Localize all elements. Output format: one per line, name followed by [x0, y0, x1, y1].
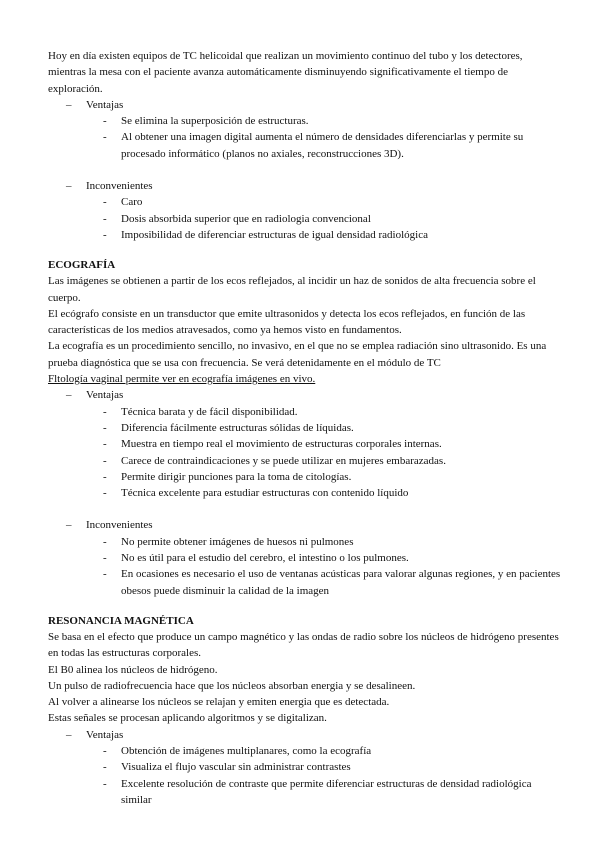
list-item: - Obtención de imágenes multiplanares, como la ecografía	[103, 744, 372, 757]
paragraph: El B0 alinea los núcleos de hidrógeno.	[48, 663, 218, 676]
dash-bullet: –	[66, 98, 72, 111]
eco-inconvenientes-heading	[48, 517, 563, 533]
list-label: Ventajas	[86, 728, 124, 741]
paragraph: Estas señales se procesan aplicando algoritmos y se digitalizan.	[48, 712, 327, 725]
paragraph: Al volver a alinearse los núcleos se relajan y emiten energia que es detectada.	[48, 696, 390, 709]
list-item: - Carece de contraindicaciones y se puede utilizar en mujeres embarazadas.	[103, 454, 446, 467]
list-label: Ventajas	[86, 98, 124, 111]
list-item: - En ocasiones es necesario el uso de ventanas acústicas para valorar algunas regiones, y en pacientes obesos puede disminuir la calidad de la imagen	[103, 568, 561, 597]
list-item: - Excelente resolución de contraste que permite diferenciar estructuras de densidad radiológica similar	[103, 777, 532, 806]
paragraph: Un pulso de radiofrecuencia hace que los núcleos absorban energia y se desalineen.	[48, 679, 416, 692]
dash-bullet: –	[66, 519, 72, 532]
paragraph: Se basa en el efecto que produce un campo magnético y las ondas de radio sobre los núcleos de hidrógeno presentes en todas las estructuras corporales.	[48, 630, 559, 660]
list-item: - No permite obtener imágenes de huesos ni pulmones	[103, 535, 354, 548]
list-item: - No es útil para el estudio del cerebro, el intestino o los pulmones.	[103, 552, 409, 565]
list-item: - Muestra en tiempo real el movimiento de estructuras corporales internas.	[103, 438, 442, 451]
list-item: - Técnica barata y de fácil disponibilidad.	[103, 405, 298, 418]
underlined-note: Fltología vaginal permite ver en ecografía imágenes en vivo.	[48, 373, 316, 386]
list-item: - Al obtener una imagen digital aumenta el número de densidades diferenciarlas y permite su procesado informático (planos no axiales, reconstrucciones 3D).	[103, 131, 524, 160]
tc-intro: Hoy en día existen equipos de TC helicoidal que realizan un movimiento continuo del tubo y los detectores, mientras la mesa con el paciente avanza automáticamente disminuyendo significativamente el tiempo de exploración.	[48, 50, 523, 95]
dash-bullet: –	[66, 728, 72, 741]
eco-ventajas-heading	[48, 387, 563, 403]
list-item: - Permite dirigir punciones para la toma de citologías.	[103, 470, 352, 483]
list-item: - Se elimina la superposición de estructuras.	[103, 115, 309, 128]
list-item: - Caro	[103, 196, 143, 209]
document-page	[48, 48, 563, 808]
tc-ventajas-heading	[48, 97, 563, 113]
list-label: Inconvenientes	[86, 519, 153, 532]
dash-bullet: –	[66, 180, 72, 193]
paragraph: Las imágenes se obtienen a partir de los ecos reflejados, al incidir un haz de sonidos de alta frecuencia sobre el cuerpo.	[48, 275, 536, 304]
list-item: - Dosis absorbida superior que en radiologia convencional	[103, 212, 371, 225]
list-item: - Imposibilidad de diferenciar estructuras de igual densidad radiológica	[103, 228, 428, 241]
list-label: Ventajas	[86, 389, 124, 402]
section-title-resonancia: RESONANCIA MAGNÉTICA	[48, 614, 194, 627]
list-item: - Técnica excelente para estudiar estructuras con contenido líquido	[103, 487, 409, 500]
section-title-ecografia: ECOGRAFÍA	[48, 259, 116, 272]
list-item: - Diferencia fácilmente estructuras sólidas de líquidas.	[103, 421, 354, 434]
paragraph: El ecógrafo consiste en un transductor que emite ultrasonidos y detecta los ecos reflejados, en función de las características de los medios atravesados, como ya hemos visto en fundamentos.	[48, 307, 526, 337]
rm-ventajas-heading	[48, 727, 563, 743]
list-label: Inconvenientes	[86, 180, 153, 193]
dash-bullet: –	[66, 389, 72, 402]
tc-inconvenientes-heading	[48, 178, 563, 194]
paragraph: La ecografía es un procedimiento sencillo, no invasivo, en el que no se emplea radiación sino ultrasonido. Es una prueba diagnóstica que se usa con frecuencia. Se verá detenidamente en el módulo de TC	[48, 340, 547, 369]
list-item: - Visualiza el flujo vascular sin administrar contrastes	[103, 761, 351, 774]
